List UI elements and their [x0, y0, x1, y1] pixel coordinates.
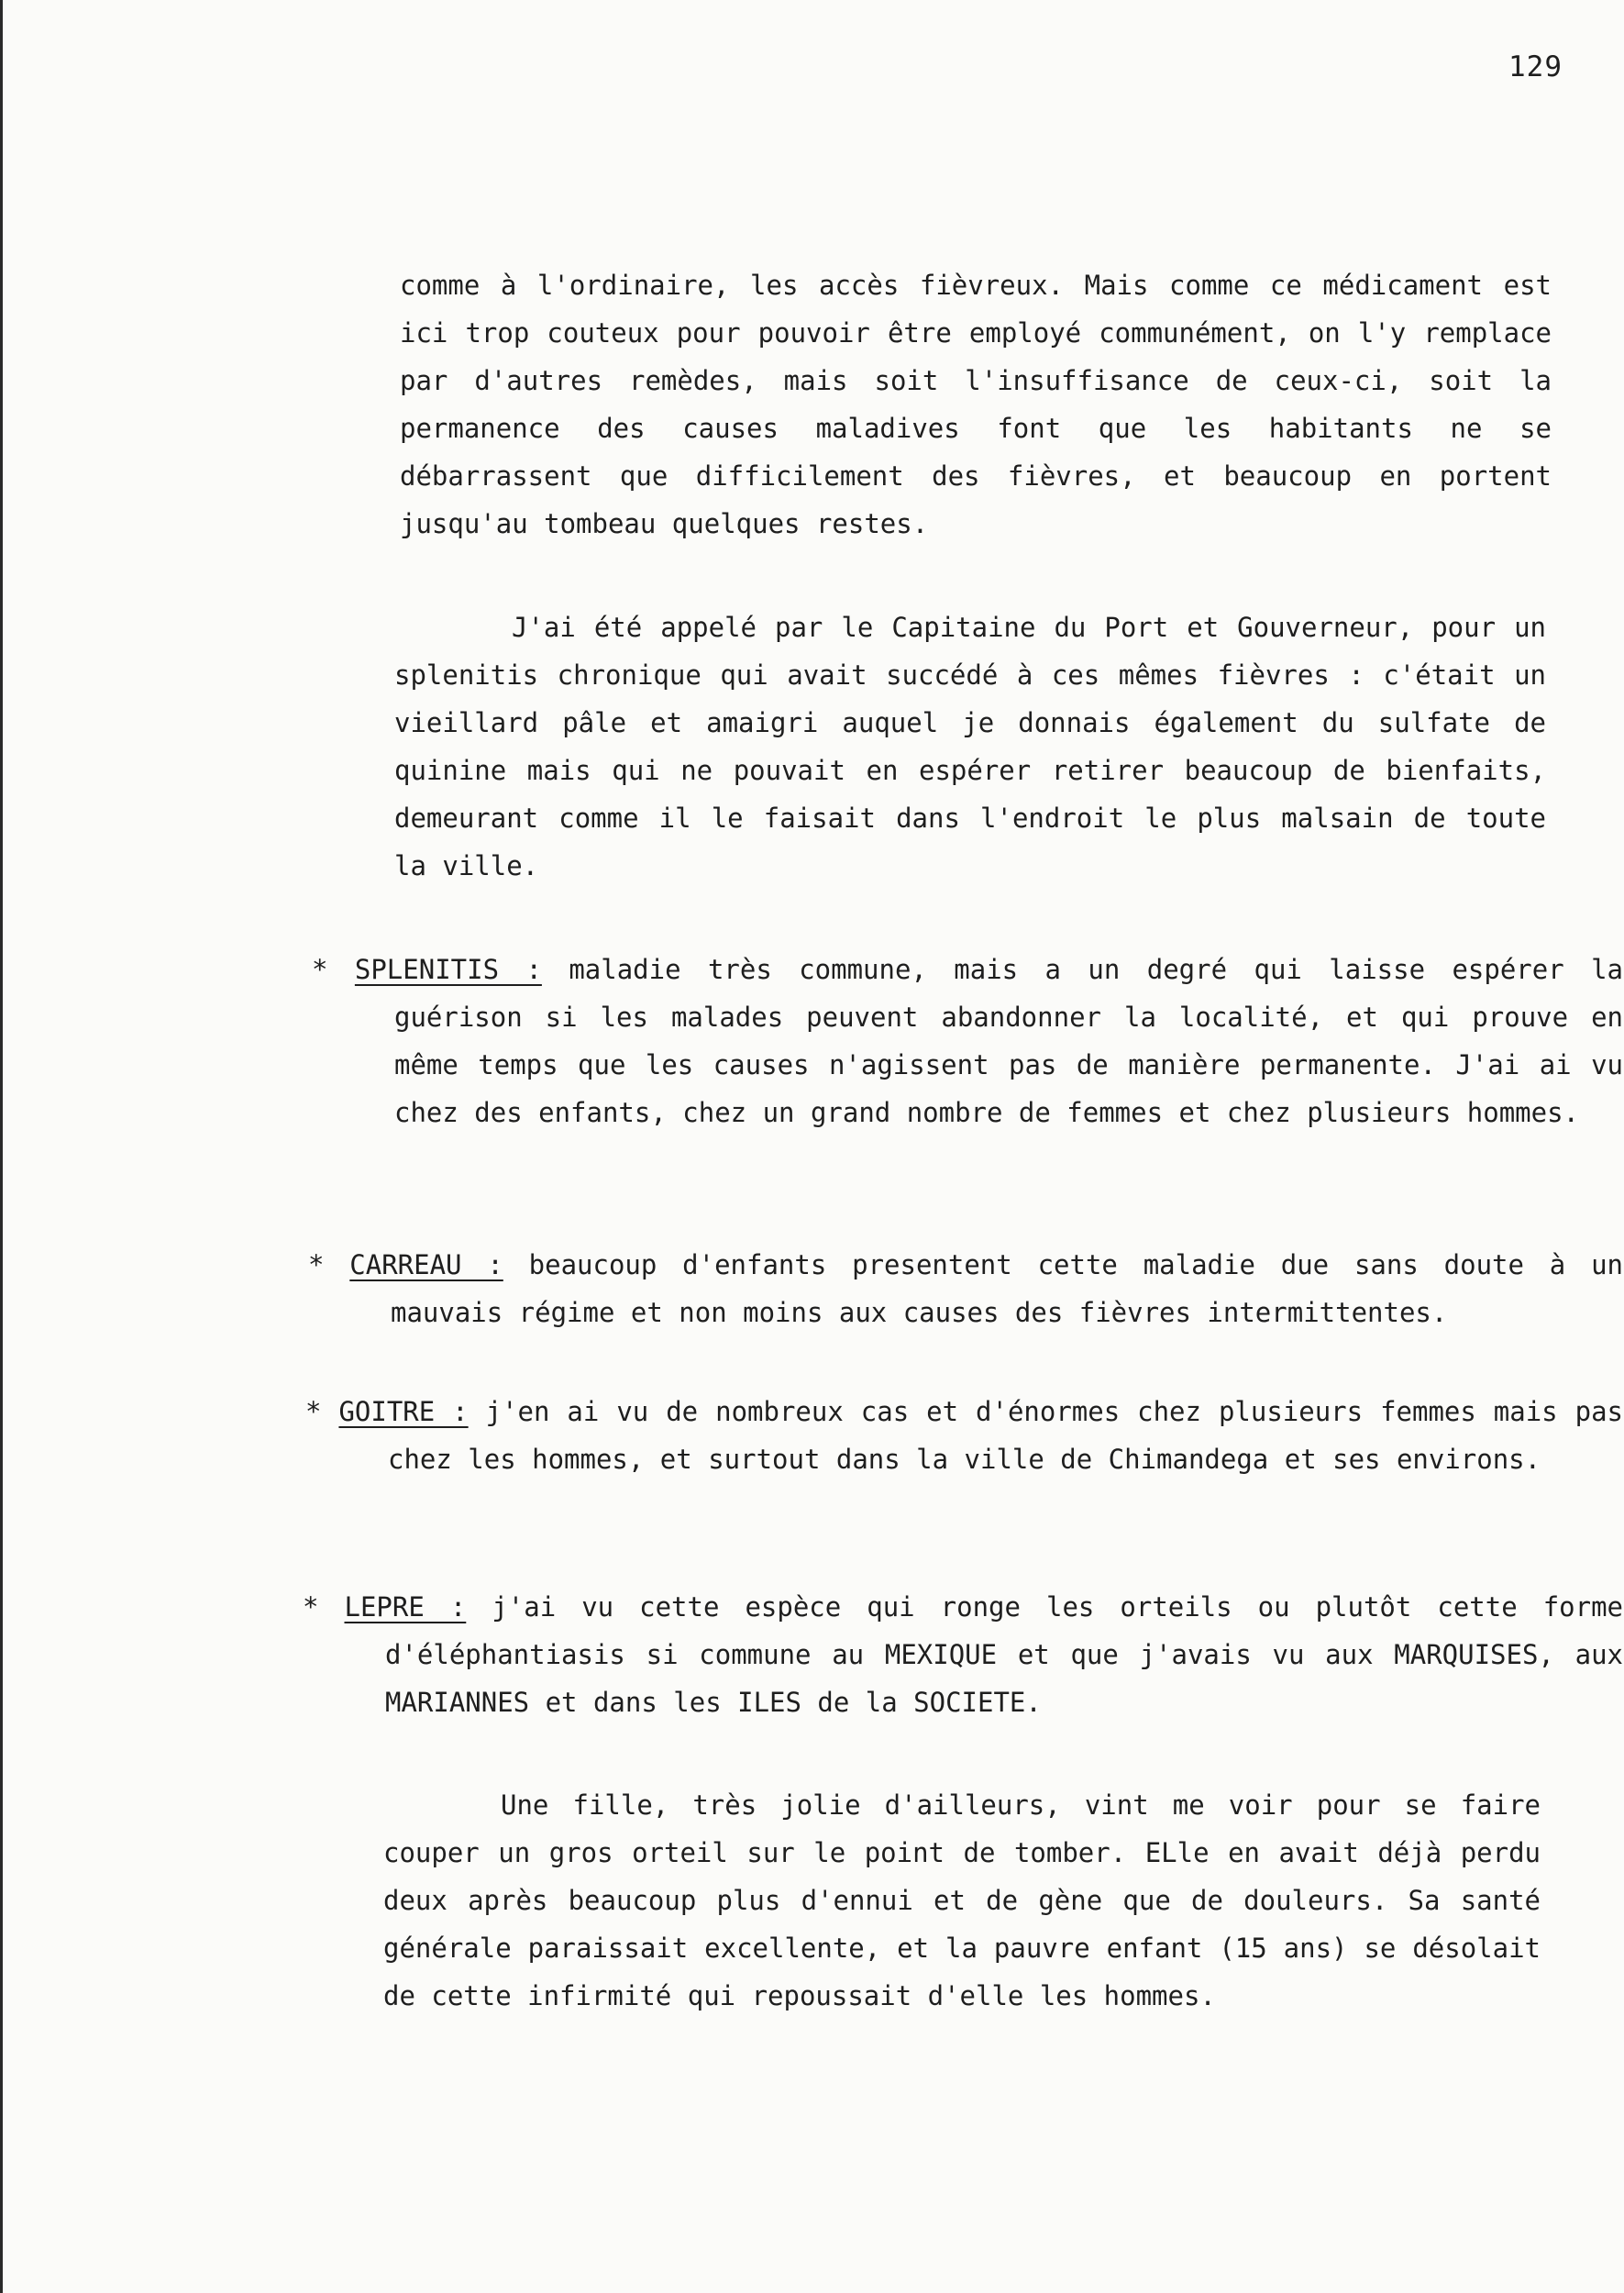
paragraph-girl-case — [383, 1781, 1541, 2020]
paragraph-text: comme à l'ordinaire, les accès fièvreux. Mais comme ce médicament est ici trop couteux pour pouvoir être employé communément, on l'y remplace par d'autres remèdes, mais soit l'insuffisance de ceux-ci, soit la permanence des causes maladives font que les habitants ne se débarrassent que difficilement des fièvres, et beaucoup en portent jusqu'au tombeau quelques restes. — [400, 270, 1552, 539]
scan-edge — [0, 0, 3, 2293]
entry-marker: * — [303, 1591, 345, 1623]
paragraph-text: Une fille, très jolie d'ailleurs, vint me voir pour se faire couper un gros orteil sur le point de tomber. ELle en avait déjà perdu deux après beaucoup plus d'ennui et de gène que de douleurs. Sa santé générale paraissait excellente, et la pauvre enfant (15 ans) se désolait de cette infirmité qui repoussait d'elle les hommes. — [383, 1789, 1541, 2011]
disease-entry-goitre — [305, 1388, 1623, 1483]
entry-text: beaucoup d'enfants presentent cette maladie due sans doute à un mauvais régime et non moins aux causes des fièvres intermittentes. — [391, 1249, 1623, 1328]
disease-entry-splenitis — [312, 946, 1623, 1136]
disease-entry-lepre — [303, 1583, 1623, 1726]
entry-term: CARREAU : — [349, 1249, 503, 1280]
entry-text: j'ai vu cette espèce qui ronge les orteils ou plutôt cette forme d'éléphantiasis si commune au MEXIQUE et que j'avais vu aux MARQUISES, aux MARIANNES et dans les ILES de la SOCIETE. — [385, 1591, 1624, 1718]
paragraph-governor-case — [394, 604, 1546, 890]
disease-entry-carreau — [308, 1241, 1623, 1336]
entry-marker: * — [308, 1249, 350, 1280]
entry-marker: * — [312, 954, 355, 985]
entry-marker: * — [305, 1396, 339, 1427]
page-number: 129 — [1508, 50, 1563, 83]
entry-term: SPLENITIS : — [354, 954, 542, 985]
paragraph-fevers-treatment — [400, 261, 1552, 548]
entry-term: GOITRE : — [338, 1396, 469, 1427]
entry-text: j'en ai vu de nombreux cas et d'énormes chez plusieurs femmes mais pas chez les hommes, et surtout dans la ville de Chimandega et ses environs. — [388, 1396, 1623, 1475]
entry-term: LEPRE : — [344, 1591, 467, 1623]
entry-text: maladie très commune, mais a un degré qui laisse espérer la guérison si les malades peuvent abandonner la localité, et qui prouve en même temps que les causes n'agissent pas de manière permanente. J'ai ai vu chez des enfants, chez un grand nombre de femmes et chez plusieurs hommes. — [394, 954, 1623, 1128]
paragraph-text: J'ai été appelé par le Capitaine du Port et Gouverneur, pour un splenitis chronique qui avait succédé à ces mêmes fièvres : c'était un vieillard pâle et amaigri auquel je donnais également du sulfate de quinine mais qui ne pouvait en espérer retirer beaucoup de bienfaits, demeurant comme il le faisait dans l'endroit le plus malsain de toute la ville. — [394, 612, 1546, 881]
